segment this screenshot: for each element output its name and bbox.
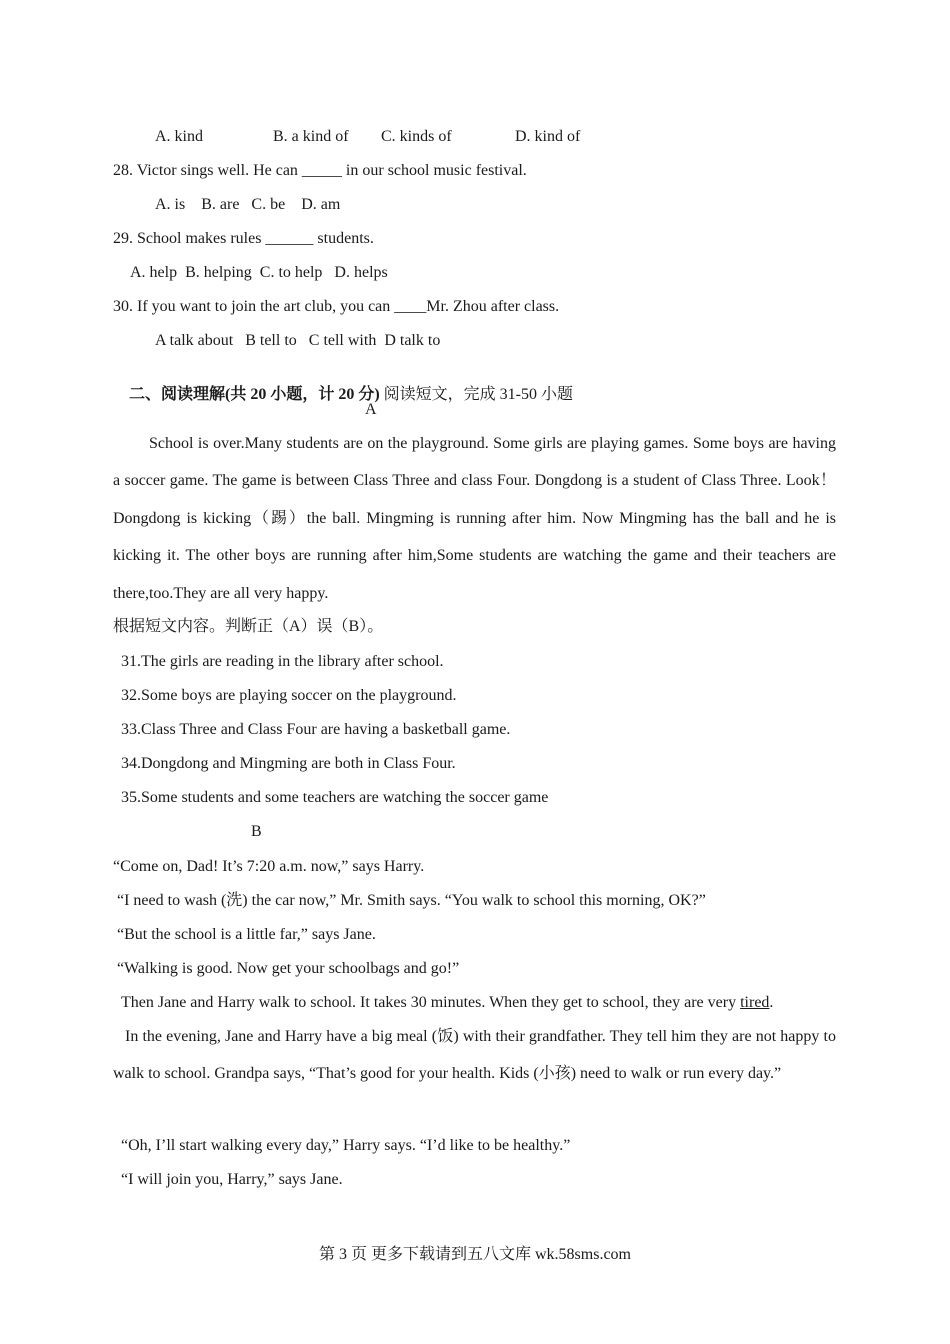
statement-34: 34.Dongdong and Mingming are both in Class Four. [121,755,456,772]
underlined-word-tired: tired [740,994,770,1011]
q28-options: A. is B. are C. be D. am [155,196,341,213]
section-2-heading [113,365,573,425]
statement-31: 31.The girls are reading in the library after school. [121,653,444,670]
passage-a-label: A [365,401,377,418]
passage-b-line-8: “I will join you, Harry,” says Jane. [121,1171,343,1188]
q29-options: A. help B. helping C. to help D. helps [130,264,388,281]
passage-b-line-1: “Come on, Dad! It’s 7:20 a.m. now,” says Harry. [113,858,425,875]
passage-b-line-7: “Oh, I’ll start walking every day,” Harry says. “I’d like to be healthy.” [121,1137,571,1154]
passage-b-line-2: “I need to wash (洗) the car now,” Mr. Smith says. “You walk to school this morning, OK?” [117,892,706,909]
passage-a-instruction: 根据短文内容。判断正（A）误（B）。 [113,618,384,635]
passage-b-line-5 [121,993,773,1013]
passage-b-line-4: “Walking is good. Now get your schoolbags and go!” [117,960,460,977]
q27-option-c: C. kinds of [381,128,452,145]
passage-b-line-3: “But the school is a little far,” says Jane. [117,926,376,943]
q27-option-a: A. kind [155,128,203,145]
q28-stem: 28. Victor sings well. He can _____ in our school music festival. [113,162,527,179]
q27-option-b: B. a kind of [273,128,349,145]
statement-35: 35.Some students and some teachers are watching the soccer game [121,789,549,806]
section-2-title: 二、阅读理解(共 20 小题，计 20 分) [129,386,380,403]
section-2-instructions: 阅读短文，完成 31-50 小题 [379,386,574,403]
q30-stem: 30. If you want to join the art club, you can ____Mr. Zhou after class. [113,298,560,315]
q29-stem: 29. School makes rules ______ students. [113,230,374,247]
passage-b-label: B [251,823,262,840]
q30-options: A talk about B tell to C tell with D talk to [155,332,441,349]
passage-b-line-5-text: Then Jane and Harry walk to school. It takes 30 minutes. When they get to school, they are very [121,994,741,1011]
passage-b-line-5-end: . [769,994,774,1011]
passage-b-paragraph-6: In the evening, Jane and Harry have a big meal (饭) with their grandfather. They tell him they are not happy to walk to school. Grandpa says, “That’s good for your health. Kids (小孩) need to walk or run every day.” [113,1028,836,1083]
statement-32: 32.Some boys are playing soccer on the playground. [121,687,457,704]
statement-33: 33.Class Three and Class Four are having a basketball game. [121,721,511,738]
page-footer: 第 3 页 更多下载请到五八文库 wk.58sms.com [318,1246,631,1263]
passage-a-text: School is over.Many students are on the playground. Some girls are playing games. Some boys are having a soccer game. The game is between Class Three and class Four. Dongdong is a student of Class Three. Look！Dongdong is kicking（踢）the ball. Mingming is running after him. Now Mingming has the ball and he is kicking it. The other boys are running after him,Some students are watching the game and their teachers are there,too.They are all very happy. [113,435,836,602]
q27-option-d: D. kind of [515,128,581,145]
